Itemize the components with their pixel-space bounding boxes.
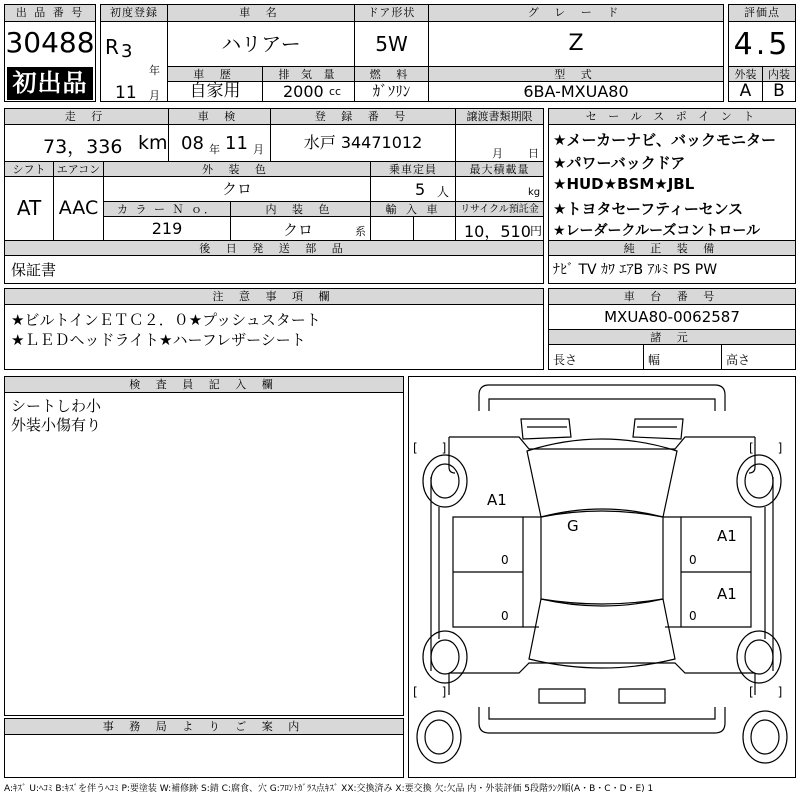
capacity-unit: 人	[437, 185, 450, 199]
later-parts-header: 後 日 発 送 部 品	[5, 240, 543, 256]
import-cell	[370, 217, 455, 240]
recycle-unit: 円	[530, 224, 543, 238]
damage-mark-front-left: A1	[487, 491, 507, 509]
int-color-header: 内 装 色	[230, 201, 370, 217]
notes-box	[4, 288, 544, 370]
door-type: 5W	[354, 22, 428, 66]
max-load-cell	[455, 177, 543, 201]
ext-color-header: 外 装 色	[103, 161, 370, 177]
damage-mark-right-front-door: A1	[717, 527, 737, 545]
mileage-cell	[5, 125, 168, 161]
zero-mark: 0	[501, 553, 509, 567]
detail-box	[4, 108, 544, 284]
selling-point: ★メーカーナビ、バックモニター	[553, 131, 776, 149]
exterior-score: A	[739, 82, 752, 101]
door-header: ドア形状	[354, 5, 428, 22]
fuel-type: ｶﾞｿﾘﾝ	[354, 82, 428, 101]
zero-mark: 0	[689, 609, 697, 623]
chassis-number: MXUA80-0062587	[604, 308, 740, 326]
car-name: ハリアー	[167, 22, 354, 66]
bracket-bottom-right: [ ]	[749, 685, 783, 699]
later-parts: 保証書	[11, 261, 57, 279]
capacity-cell	[370, 177, 455, 201]
grade-header: グ レ ー ド	[428, 5, 723, 22]
model-code: 6BA-MXUA80	[428, 82, 723, 101]
selling-points-box	[548, 108, 796, 284]
lot-number: 30488	[5, 26, 95, 59]
import-divider	[413, 217, 414, 240]
genuine-equipment: ﾅﾋﾞ TV ｶﾜ ｴｱB ｱﾙﾐ PS PW	[553, 262, 718, 278]
int-color-cell	[230, 217, 370, 240]
note-line: ★ＬＥＤヘッドライト★ハーフレザーシート	[11, 331, 306, 349]
damage-mark-right-rear-door: A1	[717, 585, 737, 603]
inspection-cell	[168, 125, 270, 161]
vehicle-info-box	[100, 4, 724, 102]
selling-point: ★レーダークルーズコントロール	[553, 223, 761, 239]
dimension-width-label: 幅	[643, 345, 723, 369]
capacity-header: 乗車定員	[370, 161, 455, 177]
lot-number-box	[4, 4, 96, 102]
transfer-deadline-header: 譲渡書類期限	[455, 109, 543, 125]
vehicle-history: 自家用	[167, 82, 262, 101]
genuine-equipment-header: 純 正 装 備	[549, 240, 795, 256]
inspection-year: 08	[181, 133, 204, 154]
max-load-header: 最大積載量	[455, 161, 543, 177]
chassis-number-header: 車 台 番 号	[549, 289, 795, 305]
inspector-box	[4, 376, 404, 716]
int-color: クロ	[283, 221, 314, 239]
capacity-value: 5	[415, 180, 426, 199]
displacement-header: 排 気 量	[262, 66, 354, 82]
mileage-value: 73，336	[43, 136, 123, 158]
import-header: 輸 入 車	[370, 201, 455, 217]
recycle-value: 10，510	[464, 222, 531, 240]
dimensions-header: 諸 元	[549, 329, 795, 345]
first-reg-year: 3	[121, 41, 133, 62]
inspection-month: 11	[225, 133, 248, 154]
damage-mark-roof: G	[567, 517, 579, 535]
plate-header: 登 録 番 号	[270, 109, 455, 125]
first-reg-month-unit: 月	[149, 89, 160, 101]
score-header: 評価点	[729, 5, 795, 22]
aircon-header: エアコン	[53, 161, 103, 177]
displacement-unit: cc	[329, 85, 342, 98]
first-reg-month: 11	[115, 83, 137, 101]
bracket-top-left: [ ]	[413, 441, 447, 455]
dimension-length-label: 長さ	[553, 353, 578, 367]
aircon: AAC	[53, 177, 103, 240]
first-reg-era: R	[105, 35, 119, 59]
interior-score-header: 内装	[762, 66, 795, 82]
max-load-unit: kg	[528, 187, 541, 198]
color-number: 219	[103, 217, 230, 240]
first-reg-year-unit: 年	[149, 64, 160, 76]
mileage-unit: km	[138, 132, 168, 154]
zero-mark: 0	[501, 609, 509, 623]
office-box	[4, 718, 404, 778]
note-line: ★ビルトインＥＴＣ２．０★プッシュスタート	[11, 311, 321, 329]
displacement: 2000	[283, 82, 324, 101]
interior-score: B	[762, 82, 795, 101]
transfer-day-unit: 日	[528, 147, 539, 160]
exterior-score-header: 外装	[729, 66, 762, 82]
recycle-cell	[455, 217, 543, 240]
bracket-top-right: [ ]	[749, 441, 783, 455]
damage-diagram-box	[408, 376, 796, 778]
chassis-box	[548, 288, 796, 370]
selling-point: ★HUD★BSM★JBL	[553, 175, 695, 193]
selling-point: ★トヨタセーフティーセンス	[553, 200, 744, 218]
history-header: 車 歴	[167, 66, 262, 82]
displacement-cell	[262, 82, 354, 101]
legend: A:ｷｽﾞ U:ﾍｺﾐ B:ｷｽﾞを伴うﾍｺﾐ P:要塗装 W:補修跡 S:錆 C:腐食、穴 G:ﾌﾛﾝﾄｶﾞﾗｽ点ｷｽﾞ XX:交換済み X:要交換 欠:欠品 内・外装評価 5段階ﾗﾝｸ順(A・B・C・D・E) 1	[4, 784, 654, 794]
inspector-header: 検 査 員 記 入 欄	[5, 377, 403, 393]
grade: Z	[428, 22, 723, 66]
inspection-header: 車 検	[168, 109, 270, 125]
inspection-month-unit: 月	[253, 143, 264, 156]
first-listing-badge: 初出品	[7, 67, 93, 100]
recycle-header: リサイクル預託金	[455, 201, 543, 217]
car-name-header: 車 名	[167, 5, 354, 22]
bracket-bottom-left: [ ]	[413, 685, 447, 699]
model-code-header: 型 式	[428, 66, 723, 82]
fuel-header: 燃 料	[354, 66, 428, 82]
mileage-header: 走 行	[5, 109, 168, 125]
shift: AT	[16, 196, 42, 220]
selling-points-header: セ ー ル ス ポ イ ン ト	[549, 109, 795, 125]
zero-mark: 0	[689, 553, 697, 567]
car-diagram	[409, 377, 795, 777]
office-header: 事 務 局 よ り ご 案 内	[5, 719, 403, 735]
overall-score: 4.5	[733, 27, 791, 62]
dimension-height-label: 高さ	[721, 345, 795, 369]
selling-point: ★パワーバックドア	[553, 154, 686, 172]
first-reg-header: 初度登録	[101, 5, 167, 22]
notes-header: 注 意 事 項 欄	[5, 289, 543, 305]
ext-color: クロ	[103, 177, 370, 201]
color-no-header: カ ラ ー Ｎ ｏ．	[103, 201, 230, 217]
inspector-note: シートしわ小	[11, 397, 102, 415]
lot-number-header: 出 品 番 号	[5, 5, 95, 22]
transfer-month-unit: 月	[492, 147, 503, 160]
inspection-year-unit: 年	[209, 143, 220, 156]
transfer-deadline-cell	[455, 125, 543, 161]
inspector-note: 外装小傷有り	[11, 416, 102, 434]
shift-header: シフト	[5, 161, 53, 177]
int-color-unit: 系	[355, 225, 366, 238]
registration-plate: 水戸 34471012	[270, 125, 455, 161]
score-box	[728, 4, 796, 102]
